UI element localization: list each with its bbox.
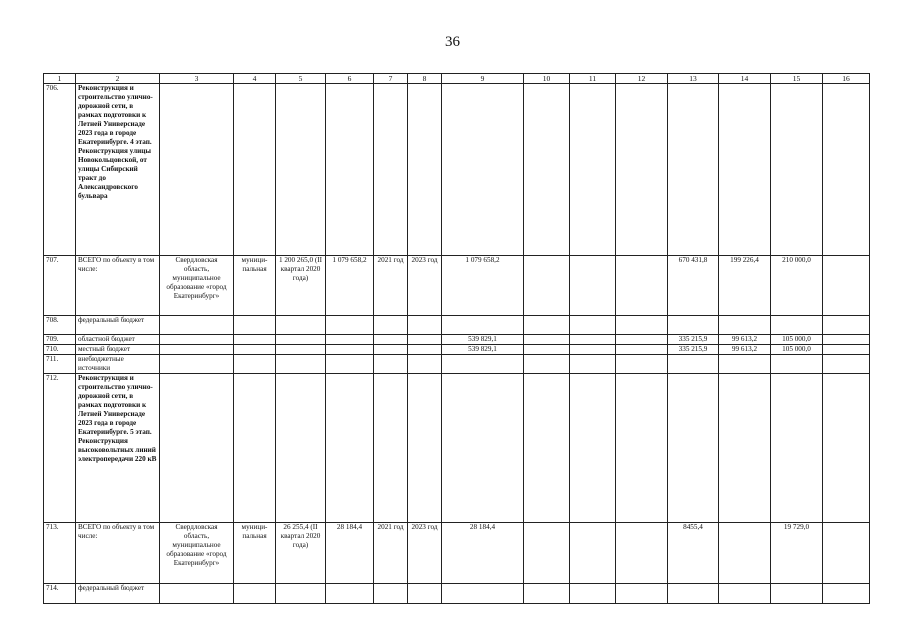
table-cell	[570, 335, 616, 345]
table-cell	[374, 84, 408, 256]
table-cell	[374, 316, 408, 335]
row-name-cell: местный бюджет	[76, 345, 160, 355]
table-cell	[771, 584, 823, 604]
table-cell	[234, 355, 276, 374]
table-cell	[276, 584, 326, 604]
table-cell: 1 079 658,2	[442, 256, 524, 316]
column-number-6: 6	[326, 74, 374, 84]
table-cell: 210 000,0	[771, 256, 823, 316]
table-cell	[823, 523, 870, 584]
column-number-row	[44, 74, 870, 84]
table-cell: 2023 год	[408, 256, 442, 316]
column-number-3: 3	[160, 74, 234, 84]
table-cell	[524, 355, 570, 374]
table-cell: муници-пальная	[234, 523, 276, 584]
table-cell	[326, 316, 374, 335]
table-cell	[668, 84, 719, 256]
column-number-5: 5	[276, 74, 326, 84]
row-number-cell: 714.	[44, 584, 76, 604]
table-cell	[234, 345, 276, 355]
table-cell	[234, 316, 276, 335]
row-number-cell: 708.	[44, 316, 76, 335]
table-cell	[570, 256, 616, 316]
row-number-cell: 706.	[44, 84, 76, 256]
row-name-cell: областной бюджет	[76, 335, 160, 345]
row-number-cell: 710.	[44, 345, 76, 355]
investment-table	[43, 73, 870, 604]
column-number-16: 16	[823, 74, 870, 84]
table-cell	[616, 345, 668, 355]
table-cell	[326, 584, 374, 604]
table-cell	[771, 355, 823, 374]
table-cell	[823, 355, 870, 374]
row-number-cell: 712.	[44, 374, 76, 523]
table-cell	[326, 345, 374, 355]
row-name-cell: федеральный бюджет	[76, 316, 160, 335]
table-cell	[234, 84, 276, 256]
table-cell: 8455,4	[668, 523, 719, 584]
table-cell	[771, 316, 823, 335]
table-cell	[771, 84, 823, 256]
table-cell	[408, 355, 442, 374]
table-cell	[668, 584, 719, 604]
table-cell: 199 226,4	[719, 256, 771, 316]
table-cell	[234, 374, 276, 523]
column-number-9: 9	[442, 74, 524, 84]
table-cell: муници-пальная	[234, 256, 276, 316]
table-cell	[234, 335, 276, 345]
table-cell: Свердловская область, муниципальное образование «город Екатеринбург»	[160, 256, 234, 316]
table-cell	[408, 84, 442, 256]
column-number-14: 14	[719, 74, 771, 84]
table-cell: 1 079 658,2	[326, 256, 374, 316]
table-cell	[719, 374, 771, 523]
table-cell	[374, 355, 408, 374]
table-cell: 99 613,2	[719, 335, 771, 345]
row-name-cell: Реконструкция и строительство улично-дорожной сети, в рамках подготовки к Летней Универсиаде 2023 года в городе Екатеринбурге. 5 этап. Реконструкция высоковольтных линий электропередачи 220 кВ	[76, 374, 160, 523]
table-cell	[374, 335, 408, 345]
table-row	[44, 84, 870, 256]
table-cell	[442, 374, 524, 523]
table-cell	[616, 584, 668, 604]
table-cell	[408, 374, 442, 523]
table-cell	[616, 316, 668, 335]
row-name-cell: ВСЕГО по объекту в том числе:	[76, 256, 160, 316]
row-name-cell: Реконструкция и строительство улично-дорожной сети, в рамках подготовки к Летней Универсиаде 2023 года в городе Екатеринбурге. 4 этап. Реконструкция улицы Новокольцовской, от улицы Сибирский тракт до Александровского бульвара	[76, 84, 160, 256]
column-number-10: 10	[524, 74, 570, 84]
table-cell	[570, 584, 616, 604]
column-number-11: 11	[570, 74, 616, 84]
table-cell	[442, 355, 524, 374]
column-number-12: 12	[616, 74, 668, 84]
table-cell	[570, 345, 616, 355]
table-cell	[160, 355, 234, 374]
table-cell: 539 829,1	[442, 335, 524, 345]
table-cell	[616, 374, 668, 523]
table-cell: 19 729,0	[771, 523, 823, 584]
table-cell	[823, 84, 870, 256]
row-number-cell: 711.	[44, 355, 76, 374]
table-cell	[160, 345, 234, 355]
table-cell	[719, 84, 771, 256]
table-cell	[276, 84, 326, 256]
table-cell	[570, 316, 616, 335]
column-number-15: 15	[771, 74, 823, 84]
table-cell	[160, 84, 234, 256]
table-cell	[326, 84, 374, 256]
table-cell: 539 829,1	[442, 345, 524, 355]
table-cell	[771, 374, 823, 523]
table-cell	[524, 523, 570, 584]
table-cell	[823, 374, 870, 523]
table-cell	[160, 374, 234, 523]
table-cell	[570, 374, 616, 523]
table-cell	[408, 316, 442, 335]
table-cell	[408, 335, 442, 345]
table-cell	[276, 316, 326, 335]
table-cell	[570, 523, 616, 584]
table-cell	[442, 584, 524, 604]
table-cell	[374, 374, 408, 523]
table-cell	[823, 256, 870, 316]
table-cell	[823, 316, 870, 335]
table-row	[44, 355, 870, 374]
column-number-1: 1	[44, 74, 76, 84]
row-number-cell: 709.	[44, 335, 76, 345]
table-cell: 2021 год	[374, 523, 408, 584]
table-row	[44, 374, 870, 523]
table-cell	[408, 345, 442, 355]
table-cell	[326, 355, 374, 374]
table-body	[44, 84, 870, 604]
table-cell: 28 184,4	[326, 523, 374, 584]
table-cell	[570, 84, 616, 256]
table-row	[44, 345, 870, 355]
table-cell	[668, 374, 719, 523]
table-cell	[524, 374, 570, 523]
table-cell	[616, 84, 668, 256]
table-cell	[524, 84, 570, 256]
table-cell: 2021 год	[374, 256, 408, 316]
column-number-13: 13	[668, 74, 719, 84]
table-cell: Свердловская область, муниципальное образование «город Екатеринбург»	[160, 523, 234, 584]
table-cell	[374, 345, 408, 355]
table-cell	[408, 584, 442, 604]
table-cell	[160, 584, 234, 604]
table-row	[44, 316, 870, 335]
table-cell: 28 184,4	[442, 523, 524, 584]
table-cell	[823, 345, 870, 355]
table-row	[44, 256, 870, 316]
table-cell	[160, 335, 234, 345]
table-cell: 335 215,9	[668, 345, 719, 355]
table-cell	[524, 316, 570, 335]
table-cell: 335 215,9	[668, 335, 719, 345]
table-cell	[374, 584, 408, 604]
table-cell	[719, 355, 771, 374]
table-cell	[276, 335, 326, 345]
table-cell	[234, 584, 276, 604]
column-number-8: 8	[408, 74, 442, 84]
table-row	[44, 584, 870, 604]
row-name-cell: федеральный бюджет	[76, 584, 160, 604]
table-cell	[276, 345, 326, 355]
table-cell	[616, 256, 668, 316]
row-number-cell: 713.	[44, 523, 76, 584]
table-cell: 2023 год	[408, 523, 442, 584]
table-cell	[442, 316, 524, 335]
table-cell	[823, 584, 870, 604]
table-cell	[524, 584, 570, 604]
table-cell	[570, 355, 616, 374]
table-row	[44, 335, 870, 345]
table-cell	[276, 355, 326, 374]
table-cell	[616, 335, 668, 345]
table-cell	[326, 374, 374, 523]
table-cell	[719, 584, 771, 604]
row-name-cell: ВСЕГО по объекту в том числе:	[76, 523, 160, 584]
table-row	[44, 523, 870, 584]
table-cell	[668, 355, 719, 374]
table-cell	[442, 84, 524, 256]
table-cell	[719, 316, 771, 335]
table-cell	[160, 316, 234, 335]
column-number-4: 4	[234, 74, 276, 84]
table-cell: 1 200 265,0 (II квартал 2020 года)	[276, 256, 326, 316]
table-cell: 670 431,8	[668, 256, 719, 316]
table-cell: 105 000,0	[771, 345, 823, 355]
table-cell	[524, 345, 570, 355]
table-cell: 99 613,2	[719, 345, 771, 355]
table-cell	[276, 374, 326, 523]
table-cell	[616, 355, 668, 374]
column-number-2: 2	[76, 74, 160, 84]
table-cell	[524, 335, 570, 345]
table-cell	[616, 523, 668, 584]
column-number-7: 7	[374, 74, 408, 84]
table-cell	[524, 256, 570, 316]
row-name-cell: внебюджетные источники	[76, 355, 160, 374]
table-cell	[326, 335, 374, 345]
page-number: 36	[445, 34, 460, 50]
table-cell	[668, 316, 719, 335]
row-number-cell: 707.	[44, 256, 76, 316]
table-cell: 105 000,0	[771, 335, 823, 345]
table-cell	[719, 523, 771, 584]
table-cell	[823, 335, 870, 345]
table-cell: 26 255,4 (II квартал 2020 года)	[276, 523, 326, 584]
